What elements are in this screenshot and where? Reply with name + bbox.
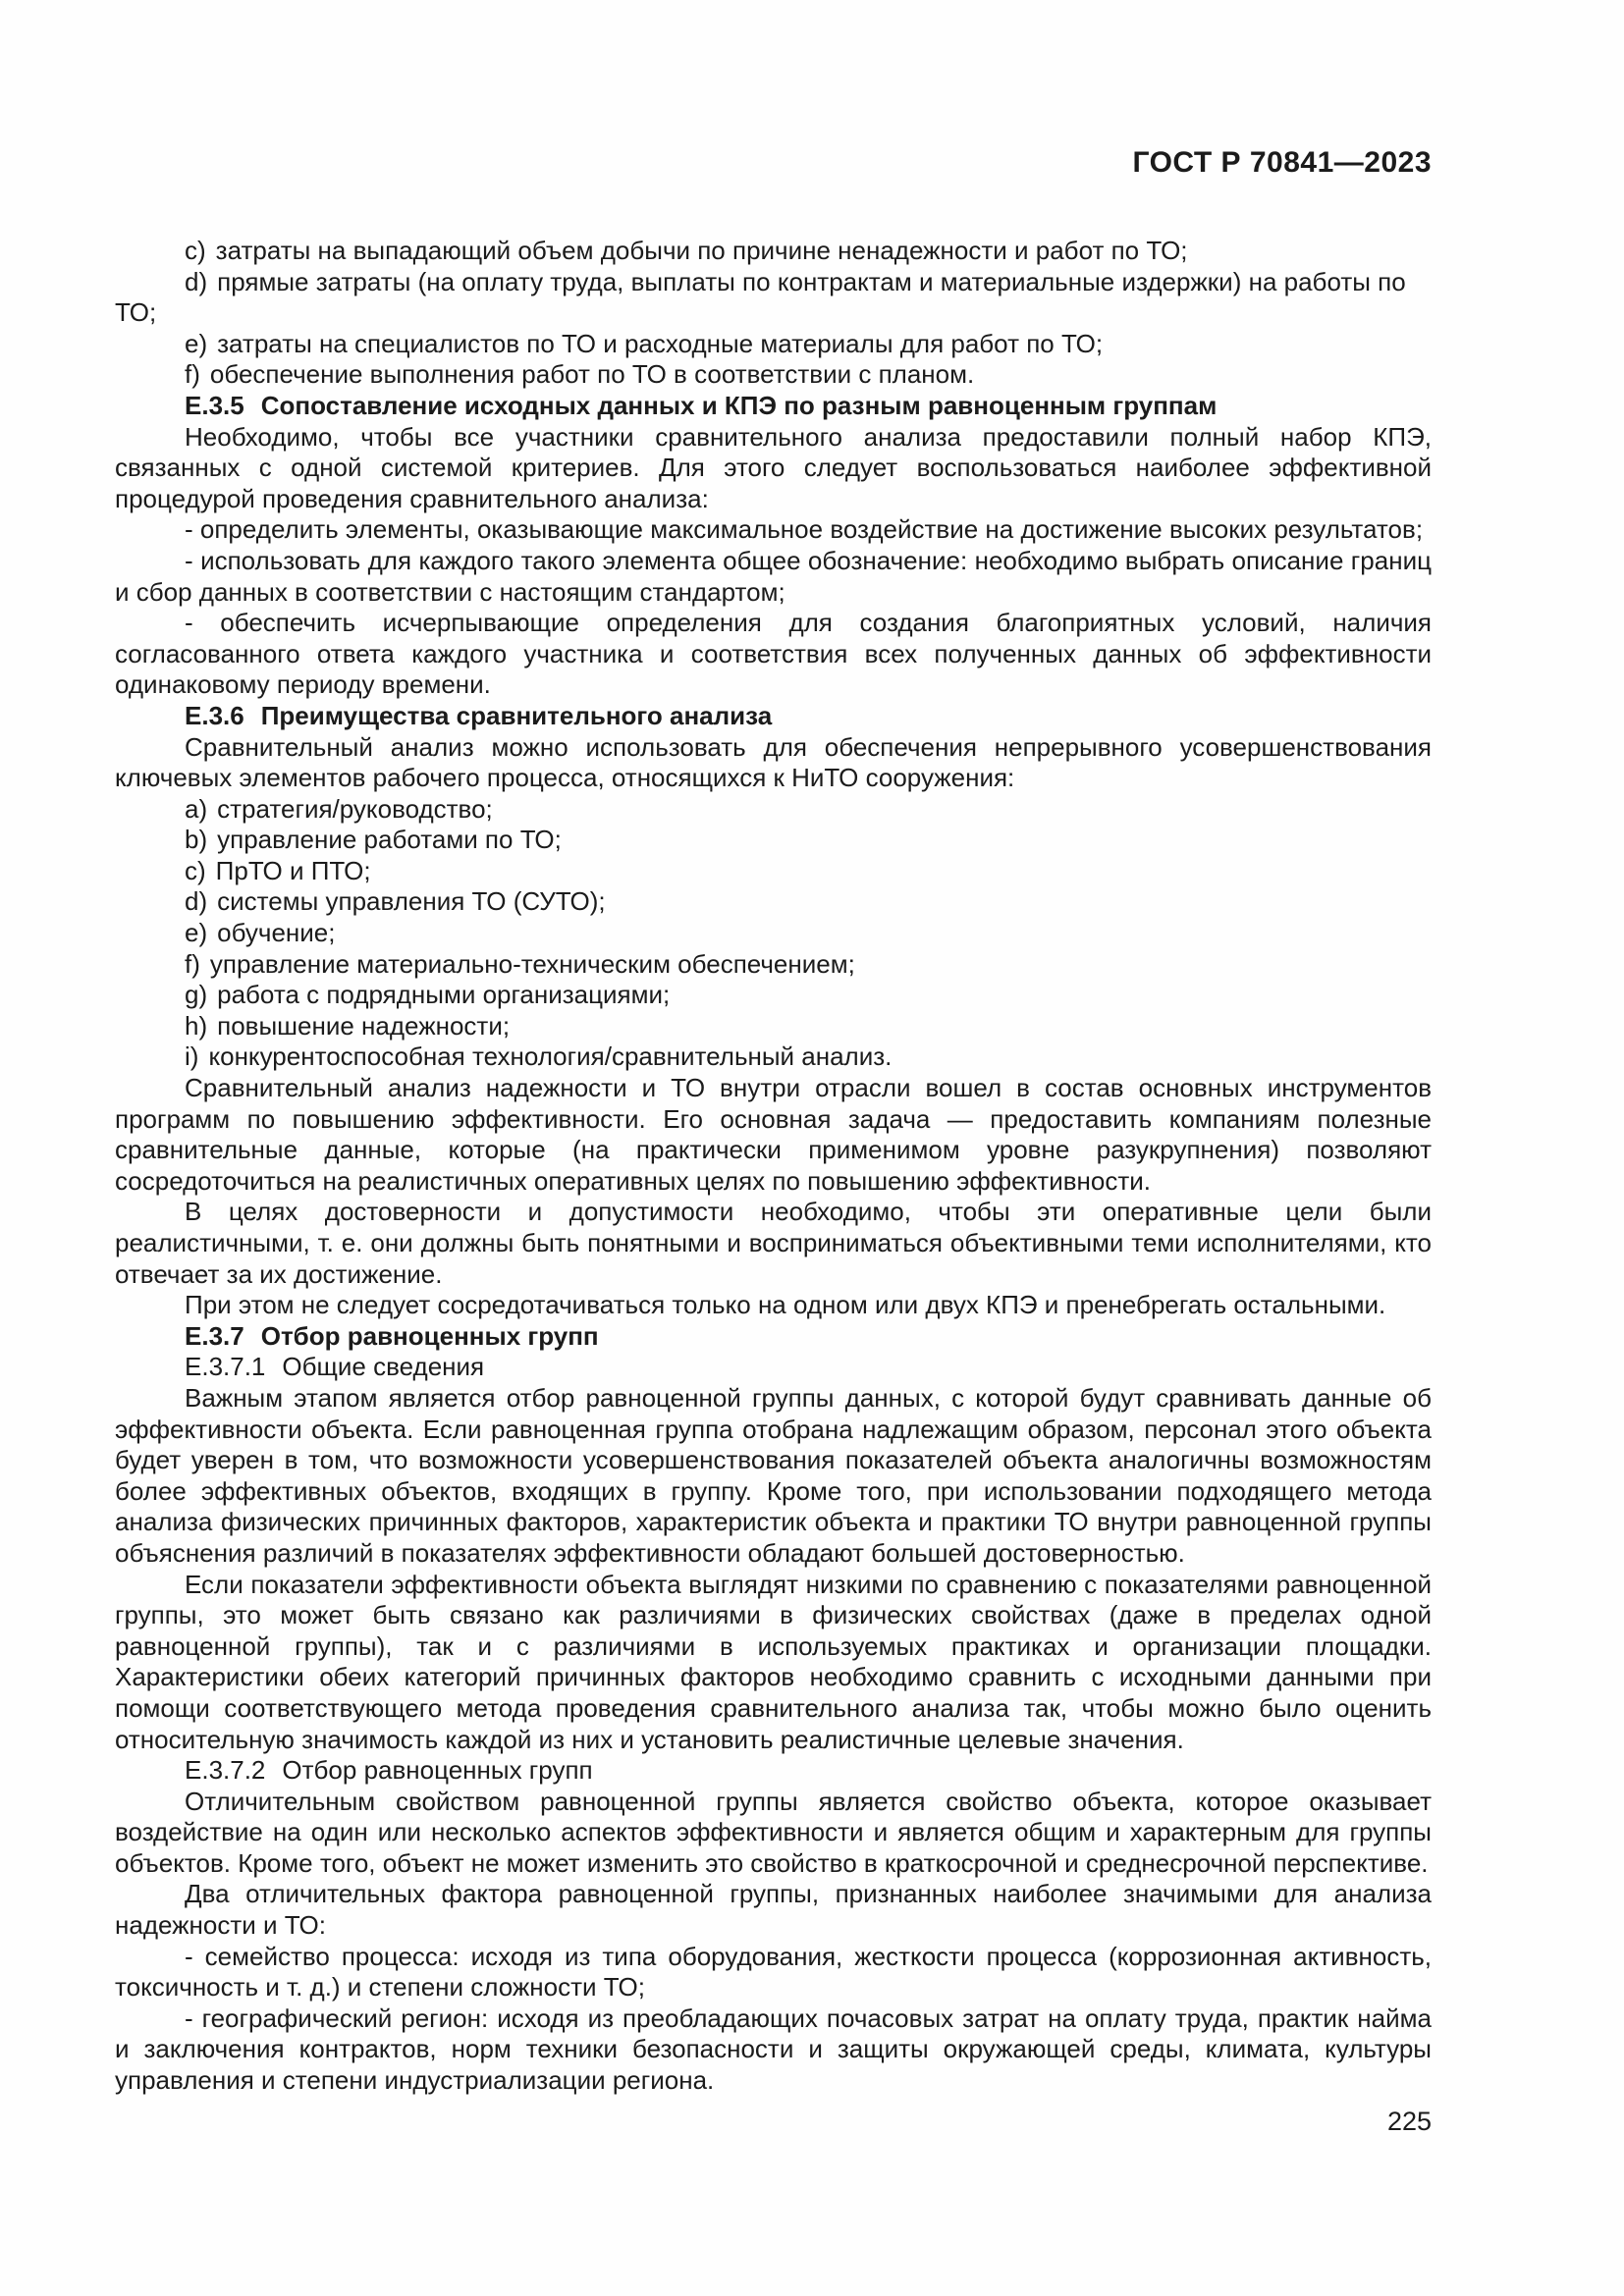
paragraph: - семейство процесса: исходя из типа оборудования, жесткости процесса (коррозионная активность, токсичность и т. д.) и степени сложности ТО; bbox=[115, 1941, 1432, 2002]
list-item bbox=[115, 267, 1432, 329]
list-item-text: стратегия/руководство; bbox=[217, 793, 493, 824]
section-heading bbox=[115, 1321, 1432, 1353]
list-item-text: прямые затраты (на оплату труда, выплаты по контрактам и материальные издержки) на работы по ТО; bbox=[115, 266, 1406, 328]
list-item-marker: h) bbox=[185, 1010, 208, 1041]
heading-number: Е.3.7 bbox=[185, 1320, 244, 1351]
list-item-marker: d) bbox=[185, 266, 208, 296]
list-item-marker: f) bbox=[185, 359, 200, 390]
paragraph: - определить элементы, оказывающие максимальное воздействие на достижение высоких результатов; bbox=[185, 514, 1424, 545]
list-item bbox=[115, 794, 1432, 826]
section-heading bbox=[115, 701, 1432, 732]
paragraph: При этом не следует сосредотачиваться только на одном или двух КПЭ и пренебрегать остальными. bbox=[185, 1290, 1386, 1320]
list-item-text: управление работами по ТО; bbox=[217, 825, 562, 855]
list-item bbox=[115, 856, 1432, 887]
list-item bbox=[115, 236, 1432, 267]
heading-text: Сопоставление исходных данных и КПЭ по разным равноценным группам bbox=[260, 390, 1218, 420]
list-item-text: работа с подрядными организациями; bbox=[217, 980, 671, 1010]
list-item bbox=[115, 329, 1432, 360]
paragraph: - использовать для каждого такого элемента общее обозначение: необходимо выбрать описание границ и сбор данных в соответствии с настоящим стандартом; bbox=[115, 545, 1432, 607]
list-item bbox=[115, 980, 1432, 1011]
subsection-heading bbox=[115, 1352, 1432, 1383]
list-item-marker: a) bbox=[185, 793, 208, 824]
list-item bbox=[115, 1011, 1432, 1042]
list-item-marker: e) bbox=[185, 918, 208, 948]
section-heading bbox=[115, 391, 1432, 422]
list-item bbox=[115, 825, 1432, 856]
list-item-text: повышение надежности; bbox=[217, 1010, 511, 1041]
paragraph: Важным этапом является отбор равноценной группы данных, с которой будут сравнивать данные об эффективности объекта. Если равноценная группа отобрана надлежащим образом, персонал этого объекта будет уверен в том, что возможности усовершенствования показателей объекта аналогичны возможностям более эффективных объектов, входящих в группу. Кроме того, при использовании подходящего метода анализа физических причинных факторов, характеристик объекта и практики ТО внутри равноценной группы объяснения различий в показателях эффективности обладают большей достоверностью. bbox=[115, 1382, 1432, 1568]
paragraph: - обеспечить исчерпывающие определения для создания благоприятных условий, наличия согласованного ответа каждого участника и соответствия всех полученных данных об эффективности одинаковому периоду времени. bbox=[115, 608, 1432, 700]
list-item-marker: i) bbox=[185, 1041, 199, 1072]
list-item bbox=[115, 949, 1432, 981]
list-item-text: обеспечение выполнения работ по ТО в соответствии с планом. bbox=[209, 359, 975, 390]
list-item-marker: c) bbox=[185, 236, 206, 265]
list-item-text: системы управления ТО (СУТО); bbox=[217, 886, 606, 917]
document-content bbox=[115, 236, 1432, 2097]
list-item bbox=[115, 886, 1432, 918]
list-item-marker: c) bbox=[185, 855, 206, 885]
paragraph: - географический регион: исходя из преобладающих почасовых затрат на оплату труда, практик найма и заключения контрактов, норм техники безопасности и защиты окружающей среды, климата, культуры управления и степени индустриализации региона. bbox=[115, 2002, 1432, 2096]
list-item-text: конкурентоспособная технология/сравнительный анализ. bbox=[208, 1041, 893, 1072]
paragraph: В целях достоверности и допустимости необходимо, чтобы эти оперативные цели были реалистичными, т. е. они должны быть понятными и восприниматься объективными теми исполнителями, кто отвечает за их достижение. bbox=[115, 1197, 1432, 1289]
heading-text: Преимущества сравнительного анализа bbox=[260, 700, 773, 730]
list-item-text: управление материально-техническим обеспечением; bbox=[209, 948, 855, 979]
list-item-text: обучение; bbox=[217, 918, 336, 948]
paragraph: Если показатели эффективности объекта выглядят низкими по сравнению с показателями равноценной группы, это может быть связано как различиями в физических свойствах (даже в пределах одной равноценной группы), так и с различиями в используемых практиках и организации площадки. Характеристики обеих категорий причинных факторов необходимо сравнить с исходными данными при помощи соответствующего метода проведения сравнительного анализа так, чтобы можно было оценить относительную значимость каждой из них и установить реалистичные целевые значения. bbox=[115, 1569, 1432, 1754]
heading-number: Е.3.5 bbox=[185, 390, 244, 420]
page-number: 225 bbox=[1386, 2106, 1432, 2136]
heading-text: Общие сведения bbox=[282, 1352, 485, 1382]
paragraph: Сравнительный анализ надежности и ТО внутри отрасли вошел в состав основных инструментов программ по повышению эффективности. Его основная задача — предоставить компаниям полезные сравнительные данные, которые (на практически применимом уровне разукрупнения) позволяют сосредоточиться на реалистичных оперативных целях по повышению эффективности. bbox=[115, 1073, 1432, 1196]
list-item-text: затраты на выпадающий объем добычи по причине ненадежности и работ по ТО; bbox=[215, 236, 1188, 265]
list-item-marker: g) bbox=[185, 980, 208, 1010]
paragraph: Два отличительных фактора равноценной группы, признанных наиболее значимыми для анализа надежности и ТО: bbox=[115, 1879, 1432, 1941]
heading-text: Отбор равноценных групп bbox=[282, 1755, 593, 1786]
list-item-marker: f) bbox=[185, 948, 200, 979]
heading-number: Е.3.6 bbox=[185, 700, 244, 730]
list-item-text: затраты на специалистов по ТО и расходные материалы для работ по ТО; bbox=[217, 328, 1104, 358]
list-item-marker: e) bbox=[185, 328, 208, 358]
list-item bbox=[115, 1041, 1432, 1073]
list-item bbox=[115, 359, 1432, 391]
list-item bbox=[115, 918, 1432, 949]
subsection-heading bbox=[115, 1755, 1432, 1787]
heading-text: Отбор равноценных групп bbox=[260, 1320, 599, 1351]
heading-number: Е.3.7.2 bbox=[185, 1755, 266, 1786]
paragraph: Отличительным свойством равноценной группы является свойство объекта, которое оказывает воздействие на один или несколько аспектов эффективности и является общим и характерным для группы объектов. Кроме того, объект не может изменить это свойство в краткосрочной и среднесрочной перспективе. bbox=[115, 1786, 1432, 1878]
list-item-text: ПрТО и ПТО; bbox=[215, 855, 371, 885]
list-item-marker: b) bbox=[185, 825, 208, 855]
heading-number: Е.3.7.1 bbox=[185, 1352, 266, 1382]
paragraph: Необходимо, чтобы все участники сравнительного анализа предоставили полный набор КПЭ, связанных с одной системой критериев. Для этого следует воспользоваться наиболее эффективной процедурой проведения сравнительного анализа: bbox=[115, 421, 1432, 513]
standard-code: ГОСТ Р 70841—2023 bbox=[1132, 146, 1432, 179]
paragraph: Сравнительный анализ можно использовать для обеспечения непрерывного усовершенствования ключевых элементов рабочего процесса, относящихся к НиТО сооружения: bbox=[115, 731, 1432, 793]
list-item-marker: d) bbox=[185, 886, 208, 917]
